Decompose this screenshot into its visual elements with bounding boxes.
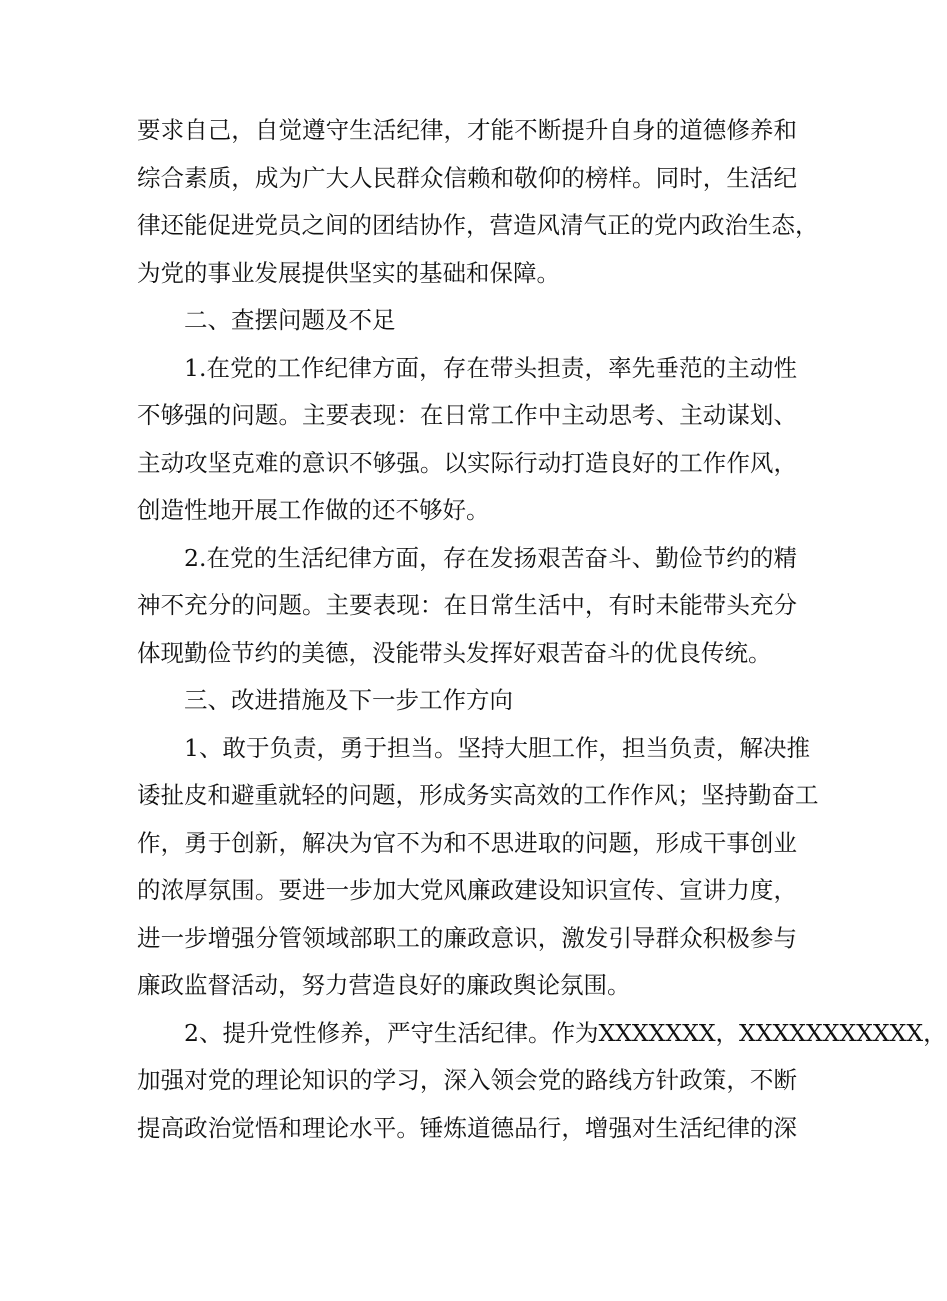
text-line: 2.在党的生活纪律方面，存在发扬艰苦奋斗、勤俭节约的精 [184,543,797,572]
text-line: 神不充分的问题。主要表现：在日常生活中，有时未能带头充分 [137,591,797,619]
text-line: 体现勤俭节约的美德，没能带头发挥好艰苦奋斗的优良传统。 [137,638,772,667]
text-line: 为党的事业发展提供坚实的基础和保障。 [137,258,560,287]
text-line: 诿扯皮和避重就轻的问题，形成务实高效的工作作风；坚持勤奋工 [137,781,819,809]
text-line: 综合素质，成为广大人民群众信赖和敬仰的榜样。同时，生活纪 [137,163,797,192]
text-line: 作，勇于创新，解决为官不为和不思进取的问题，形成干事创业 [137,828,797,857]
text-line: 2、提升党性修养，严守生活纪律。作为XXXXXXX，XXXXXXXXXXX， [184,1018,947,1047]
document-body [137,107,947,1152]
text-line: 提高政治觉悟和理论水平。锤炼道德品行，增强对生活纪律的深 [137,1113,797,1142]
section-heading: 三、改进措施及下一步工作方向 [184,686,513,714]
text-line: 1、敢于负责，勇于担当。坚持大胆工作，担当负责，解决推 [184,733,810,762]
text-line: 律还能促进党员之间的团结协作，营造风清气正的党内政治生态， [137,211,819,239]
text-line: 加强对党的理论知识的学习，深入领会党的路线方针政策，不断 [137,1066,797,1094]
text-line: 廉政监督活动，努力营造良好的廉政舆论氛围。 [137,971,631,999]
text-line: 创造性地开展工作做的还不够好。 [137,496,490,524]
text-line: 要求自己，自觉遵守生活纪律，才能不断提升自身的道德修养和 [137,116,797,144]
text-line: 不够强的问题。主要表现：在日常工作中主动思考、主动谋划、 [137,401,797,429]
section-heading: 二、查摆问题及不足 [184,306,396,334]
text-line: 主动攻坚克难的意识不够强。以实际行动打造良好的工作作风， [137,448,797,477]
text-line: 1.在党的工作纪律方面，存在带头担责，率先垂范的主动性 [184,353,797,382]
text-line: 的浓厚氛围。要进一步加大党风廉政建设知识宣传、宣讲力度， [137,876,797,904]
text-line: 进一步增强分管领域部职工的廉政意识，激发引导群众积极参与 [137,923,797,952]
